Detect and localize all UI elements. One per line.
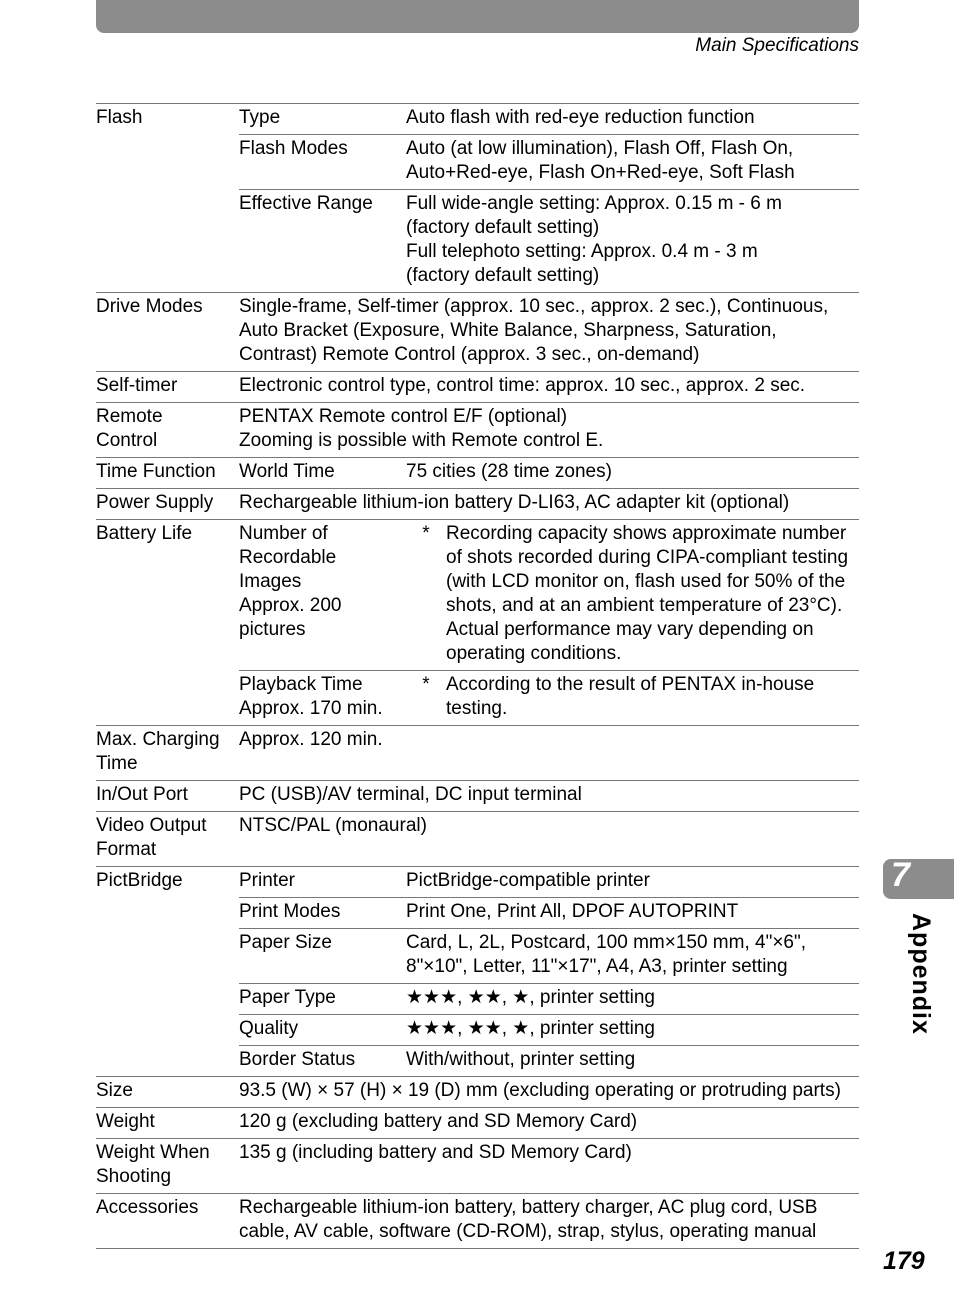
spec-label: Power Supply — [96, 489, 239, 520]
spec-sublabel: Border Status — [239, 1046, 406, 1077]
spec-value — [406, 929, 859, 984]
spec-value — [239, 403, 859, 458]
spec-value: PC (USB)/AV terminal, DC input terminal — [239, 781, 859, 812]
spec-value: Print One, Print All, DPOF AUTOPRINT — [406, 898, 859, 929]
spec-row-drive-modes — [96, 293, 859, 372]
text-line: Number of — [239, 523, 328, 544]
spec-sublabel — [239, 520, 406, 671]
spec-note — [406, 671, 859, 726]
spec-label: Flash — [96, 104, 239, 293]
text-line: (factory default setting) — [406, 217, 600, 238]
spec-value — [406, 135, 859, 190]
spec-label: Battery Life — [96, 520, 239, 726]
spec-label: Weight — [96, 1108, 239, 1139]
spec-value: With/without, printer setting — [406, 1046, 859, 1077]
spec-value: Approx. 120 min. — [239, 726, 859, 781]
spec-row-video-output — [96, 812, 859, 867]
text-line: 8"×10", Letter, 11"×17", A4, A3, printer setting — [406, 956, 788, 977]
text-line: Full wide-angle setting: Approx. 0.15 m - 6 m — [406, 193, 782, 214]
spec-sublabel — [239, 671, 406, 726]
spec-sublabel: Effective Range — [239, 190, 406, 293]
spec-label — [96, 812, 239, 867]
spec-label — [96, 1139, 239, 1194]
footnote-mark: * — [422, 674, 430, 695]
text-line: Actual performance may vary depending on — [446, 619, 814, 640]
specifications-table — [96, 103, 859, 1249]
text-line: Approx. 200 — [239, 595, 342, 616]
text-line: pictures — [239, 619, 306, 640]
page-number: 179 — [883, 1247, 925, 1275]
text-line: operating conditions. — [446, 643, 622, 664]
text-line: Auto+Red-eye, Flash On+Red-eye, Soft Flash — [406, 162, 795, 183]
text-line: Full telephoto setting: Approx. 0.4 m - 3 m — [406, 241, 758, 262]
text-line: Recording capacity shows approximate number — [446, 523, 847, 544]
text-line: (factory default setting) — [406, 265, 600, 286]
spec-label: PictBridge — [96, 867, 239, 1077]
spec-row-accessories — [96, 1194, 859, 1249]
header-bar — [96, 0, 859, 33]
spec-sublabel: Print Modes — [239, 898, 406, 929]
spec-row-power-supply — [96, 489, 859, 520]
spec-sublabel: Type — [239, 104, 406, 135]
spec-label — [96, 726, 239, 781]
text-line: testing. — [446, 698, 508, 719]
spec-value — [239, 293, 859, 372]
page-header-title: Main Specifications — [695, 35, 859, 56]
chapter-label: Appendix — [907, 913, 935, 1035]
spec-value: ★★★, ★★, ★, printer setting — [406, 1015, 859, 1046]
spec-row-time-function — [96, 458, 859, 489]
spec-row-weight — [96, 1108, 859, 1139]
text-line: Format — [96, 839, 157, 860]
text-line: cable, AV cable, software (CD-ROM), strap, stylus, operating manual — [239, 1221, 817, 1242]
spec-sublabel: World Time — [239, 458, 406, 489]
text-line: Zooming is possible with Remote control E. — [239, 430, 604, 451]
spec-sublabel: Paper Type — [239, 984, 406, 1015]
spec-row-weight-shooting — [96, 1139, 859, 1194]
spec-row-remote-control — [96, 403, 859, 458]
spec-sublabel: Flash Modes — [239, 135, 406, 190]
text-line: shots, and at an ambient temperature of 23°C). — [446, 595, 843, 616]
spec-sublabel: Printer — [239, 867, 406, 898]
spec-row-battery-life — [96, 520, 859, 671]
text-line: Playback Time — [239, 674, 363, 695]
note-text — [446, 673, 859, 721]
spec-value: 75 cities (28 time zones) — [406, 458, 859, 489]
spec-value: 120 g (excluding battery and SD Memory Card) — [239, 1108, 859, 1139]
text-line: Auto (at low illumination), Flash Off, Flash On, — [406, 138, 794, 159]
text-line: PENTAX Remote control E/F (optional) — [239, 406, 568, 427]
text-line: Control — [96, 430, 158, 451]
text-line: Approx. 170 min. — [239, 698, 383, 719]
spec-row-flash — [96, 104, 859, 135]
spec-value: Auto flash with red-eye reduction function — [406, 104, 859, 135]
spec-label: Time Function — [96, 458, 239, 489]
text-line: Images — [239, 571, 302, 592]
spec-label: Accessories — [96, 1194, 239, 1249]
spec-value — [239, 1194, 859, 1249]
footnote-mark: * — [422, 523, 430, 544]
spec-value: ★★★, ★★, ★, printer setting — [406, 984, 859, 1015]
spec-label: Drive Modes — [96, 293, 239, 372]
text-line: Max. Charging — [96, 729, 220, 750]
text-line: Card, L, 2L, Postcard, 100 mm×150 mm, 4"×6", — [406, 932, 807, 953]
spec-row-in-out-port — [96, 781, 859, 812]
spec-value: PictBridge-compatible printer — [406, 867, 859, 898]
text-line: Contrast) Remote Control (approx. 3 sec., on-demand) — [239, 344, 700, 365]
spec-row-charging-time — [96, 726, 859, 781]
spec-sublabel: Quality — [239, 1015, 406, 1046]
text-line: Recordable — [239, 547, 337, 568]
text-line: Shooting — [96, 1166, 172, 1187]
spec-label: Self-timer — [96, 372, 239, 403]
text-line: Auto Bracket (Exposure, White Balance, Sharpness, Saturation, — [239, 320, 777, 341]
text-line: of shots recorded during CIPA-compliant testing — [446, 547, 849, 568]
spec-row-self-timer — [96, 372, 859, 403]
spec-label: In/Out Port — [96, 781, 239, 812]
text-line: Rechargeable lithium-ion battery, battery charger, AC plug cord, USB — [239, 1197, 818, 1218]
spec-sublabel: Paper Size — [239, 929, 406, 984]
text-line: Weight When — [96, 1142, 210, 1163]
text-line: Time — [96, 753, 138, 774]
spec-label: Size — [96, 1077, 239, 1108]
spec-note — [406, 520, 859, 671]
text-line: According to the result of PENTAX in-house — [446, 674, 815, 695]
text-line: (with LCD monitor on, flash used for 50% of the — [446, 571, 846, 592]
spec-value: Electronic control type, control time: approx. 10 sec., approx. 2 sec. — [239, 372, 859, 403]
note-text — [446, 522, 859, 666]
spec-row-size — [96, 1077, 859, 1108]
spec-value: Rechargeable lithium-ion battery D-LI63, AC adapter kit (optional) — [239, 489, 859, 520]
spec-value — [406, 190, 859, 293]
spec-row-pictbridge — [96, 867, 859, 898]
text-line: Video Output — [96, 815, 207, 836]
spec-label — [96, 403, 239, 458]
spec-value: NTSC/PAL (monaural) — [239, 812, 859, 867]
text-line: Single-frame, Self-timer (approx. 10 sec., approx. 2 sec.), Continuous, — [239, 296, 829, 317]
spec-value: 135 g (including battery and SD Memory Card) — [239, 1139, 859, 1194]
chapter-number: 7 — [891, 856, 910, 894]
spec-value: 93.5 (W) × 57 (H) × 19 (D) mm (excluding operating or protruding parts) — [239, 1077, 859, 1108]
text-line: Remote — [96, 406, 163, 427]
